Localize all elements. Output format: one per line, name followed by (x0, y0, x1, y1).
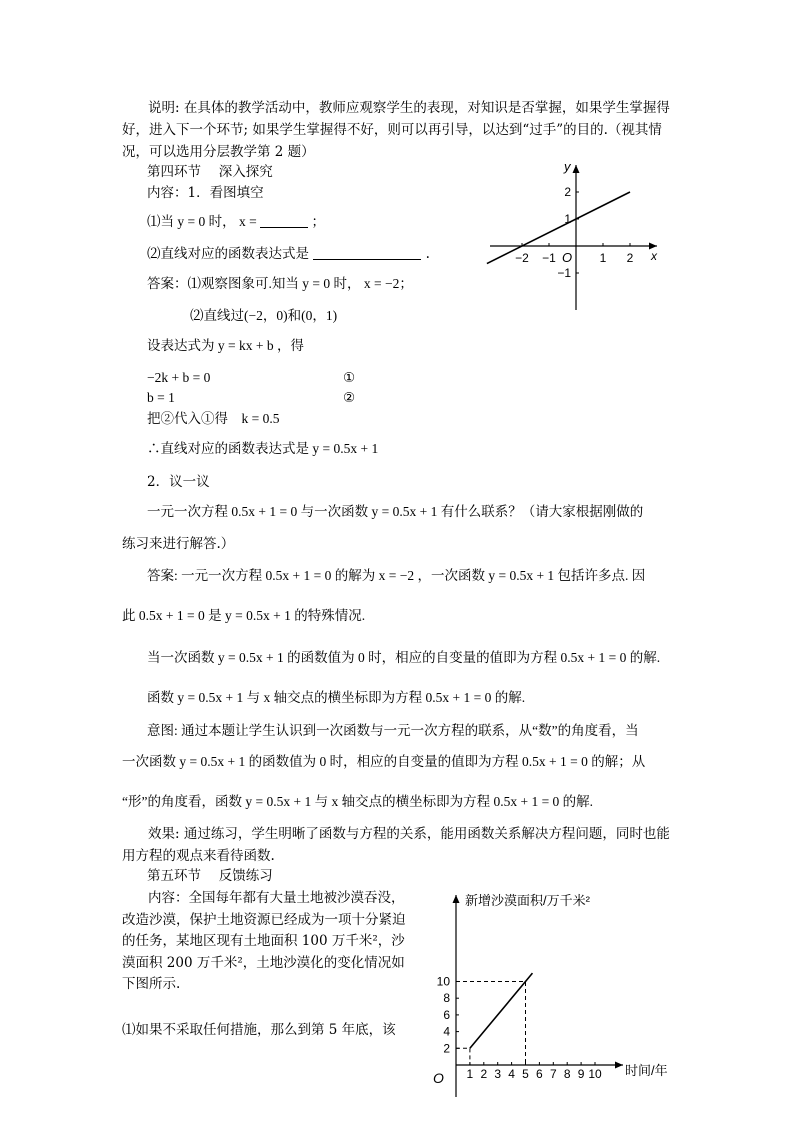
question-1-text: ⑴当 y = 0 时， x = (147, 214, 257, 229)
desert-area-line (470, 973, 533, 1048)
discuss-line-2: 练习来进行解答.） (122, 536, 235, 552)
x-tick-label: 5 (522, 1067, 529, 1081)
y-tick-label: 1 (564, 212, 571, 226)
y-tick-label: 8 (443, 991, 450, 1006)
y-axis-label: y (564, 159, 571, 174)
conclusion-line: ∴直线对应的函数表达式是 y = 0.5x + 1 (147, 441, 379, 456)
y-axis-arrow (453, 895, 460, 903)
x-tick-label: 6 (536, 1067, 543, 1081)
when-line: 当一次函数 y = 0.5x + 1 的函数值为 0 时，相应的自变量的值即为方程 0.5x + 1 = 0 的解. (147, 650, 661, 665)
equation-2-number: ② (343, 390, 356, 406)
question-2-text: ⑵直线对应的函数表达式是 (147, 246, 309, 262)
section5-question-1: ⑴如果不采取任何措施，那么到第 5 年底，该 (122, 1022, 396, 1038)
setup-line: 设表达式为 y = kx + b ，得 (147, 338, 304, 353)
question-2-end: . (425, 246, 430, 262)
question-1 (147, 212, 325, 232)
answer2-line-1: 答案: 一元一次方程 0.5x + 1 = 0 的解为 x = −2 ，一次函数 y = 0.5x + 1 包括许多点. 因 (147, 568, 646, 583)
y-tick-label: 2 (443, 1041, 450, 1056)
x-tick-label: 9 (577, 1067, 585, 1081)
guide-point-1 (456, 1048, 470, 1065)
blank-2 (313, 245, 421, 260)
origin-label: O (433, 1070, 444, 1086)
function-line: 函数 y = 0.5x + 1 与 x 轴交点的横坐标即为方程 0.5x + 1 = 0 的解. (147, 690, 526, 705)
x-tick-label: 8 (563, 1067, 571, 1081)
x-tick-label: 7 (549, 1067, 557, 1081)
origin-label: O (562, 250, 573, 265)
x-tick-label: 3 (494, 1067, 502, 1081)
equation-1: −2k + b = 0 (147, 370, 211, 385)
question-2 (147, 244, 430, 264)
section4-content: 内容：1．看图填空 (147, 185, 264, 201)
answer-line-1: 答案：⑴观察图象可.知当 y = 0 时， x = −2； (147, 276, 413, 291)
x-tick-label: −1 (542, 251, 556, 265)
substitution-line: 把②代入①得 k = 0.5 (147, 411, 280, 426)
y-axis-arrow (573, 165, 580, 173)
discuss-line-1: 一元一次方程 0.5x + 1 = 0 与一次函数 y = 0.5x + 1 有什么联系？（请大家根据刚做的 (147, 504, 644, 519)
desertification-graph (425, 885, 685, 1105)
x-tick-label: 4 (508, 1067, 515, 1081)
question-1-end: ； (311, 214, 325, 229)
section5-content: 内容：全国每年都有大量土地被沙漠吞没，改造沙漠，保护土地资源已经成为一项十分紧迫的任务，某地区现有土地面积 100 万千米²，沙漠面积 200 万千米²，土地沙漠化的变化情况如下图所示. (122, 890, 406, 992)
x-axis-label: x (651, 249, 657, 263)
section5-title: 第五环节 反馈练习 (147, 868, 273, 884)
x-axis-label: 时间/年 (625, 1063, 668, 1078)
x-tick-label: 2 (480, 1067, 488, 1081)
y-tick-label: 10 (436, 974, 450, 989)
item-2-title: 2．议一议 (147, 474, 210, 490)
blank-1 (260, 213, 308, 228)
y-axis-label: 新增沙漠面积/万千米² (465, 893, 590, 908)
x-tick-label: 2 (626, 251, 634, 265)
intro-paragraph: 说明: 在具体的教学活动中，教师应观察学生的表现，对知识是否掌握，如果学生掌握得好，进入下一个环节; 如果学生掌握得不好，则可以再引导，以达到“过手”的目的.（视其情况，可以选用分层教学第 2 题） (122, 100, 670, 160)
y-tick-label: 2 (564, 185, 571, 199)
x-axis-arrow (615, 1062, 623, 1069)
intent-line-1: 意图: 通过本题让学生认识到一次函数与一元一次方程的联系，从“数”的角度看，当 (147, 723, 639, 738)
effect-paragraph: 效果: 通过练习，学生明晰了函数与方程的关系，能用函数关系解决方程问题，同时也能用方程的观点来看待函数. (122, 826, 670, 864)
x-tick-label: 1 (599, 251, 607, 265)
intent-line-3: “形”的角度看，函数 y = 0.5x + 1 与 x 轴交点的横坐标即为方程 0.5x + 1 = 0 的解. (122, 794, 594, 809)
function-line (487, 192, 630, 264)
equation-2: b = 1 (147, 390, 175, 405)
y-tick-label: −1 (557, 266, 571, 280)
intent-line-2: 一次函数 y = 0.5x + 1 的函数值为 0 时，相应的自变量的值即为方程 0.5x + 1 = 0 的解；从 (122, 754, 646, 769)
answer2-line-2: 此 0.5x + 1 = 0 是 y = 0.5x + 1 的特殊情况. (122, 608, 366, 623)
y-tick-label: 6 (443, 1007, 450, 1022)
section4-title: 第四环节 深入探究 (147, 164, 273, 180)
equation-1-number: ① (343, 370, 356, 386)
x-tick-label: −2 (515, 251, 529, 265)
linear-function-graph (485, 155, 675, 315)
x-tick-label: 10 (588, 1067, 602, 1081)
answer-line-2: ⑵直线过(−2，0)和(0，1) (190, 308, 338, 323)
x-tick-label: 1 (466, 1067, 474, 1081)
y-tick-label: 4 (443, 1024, 450, 1039)
